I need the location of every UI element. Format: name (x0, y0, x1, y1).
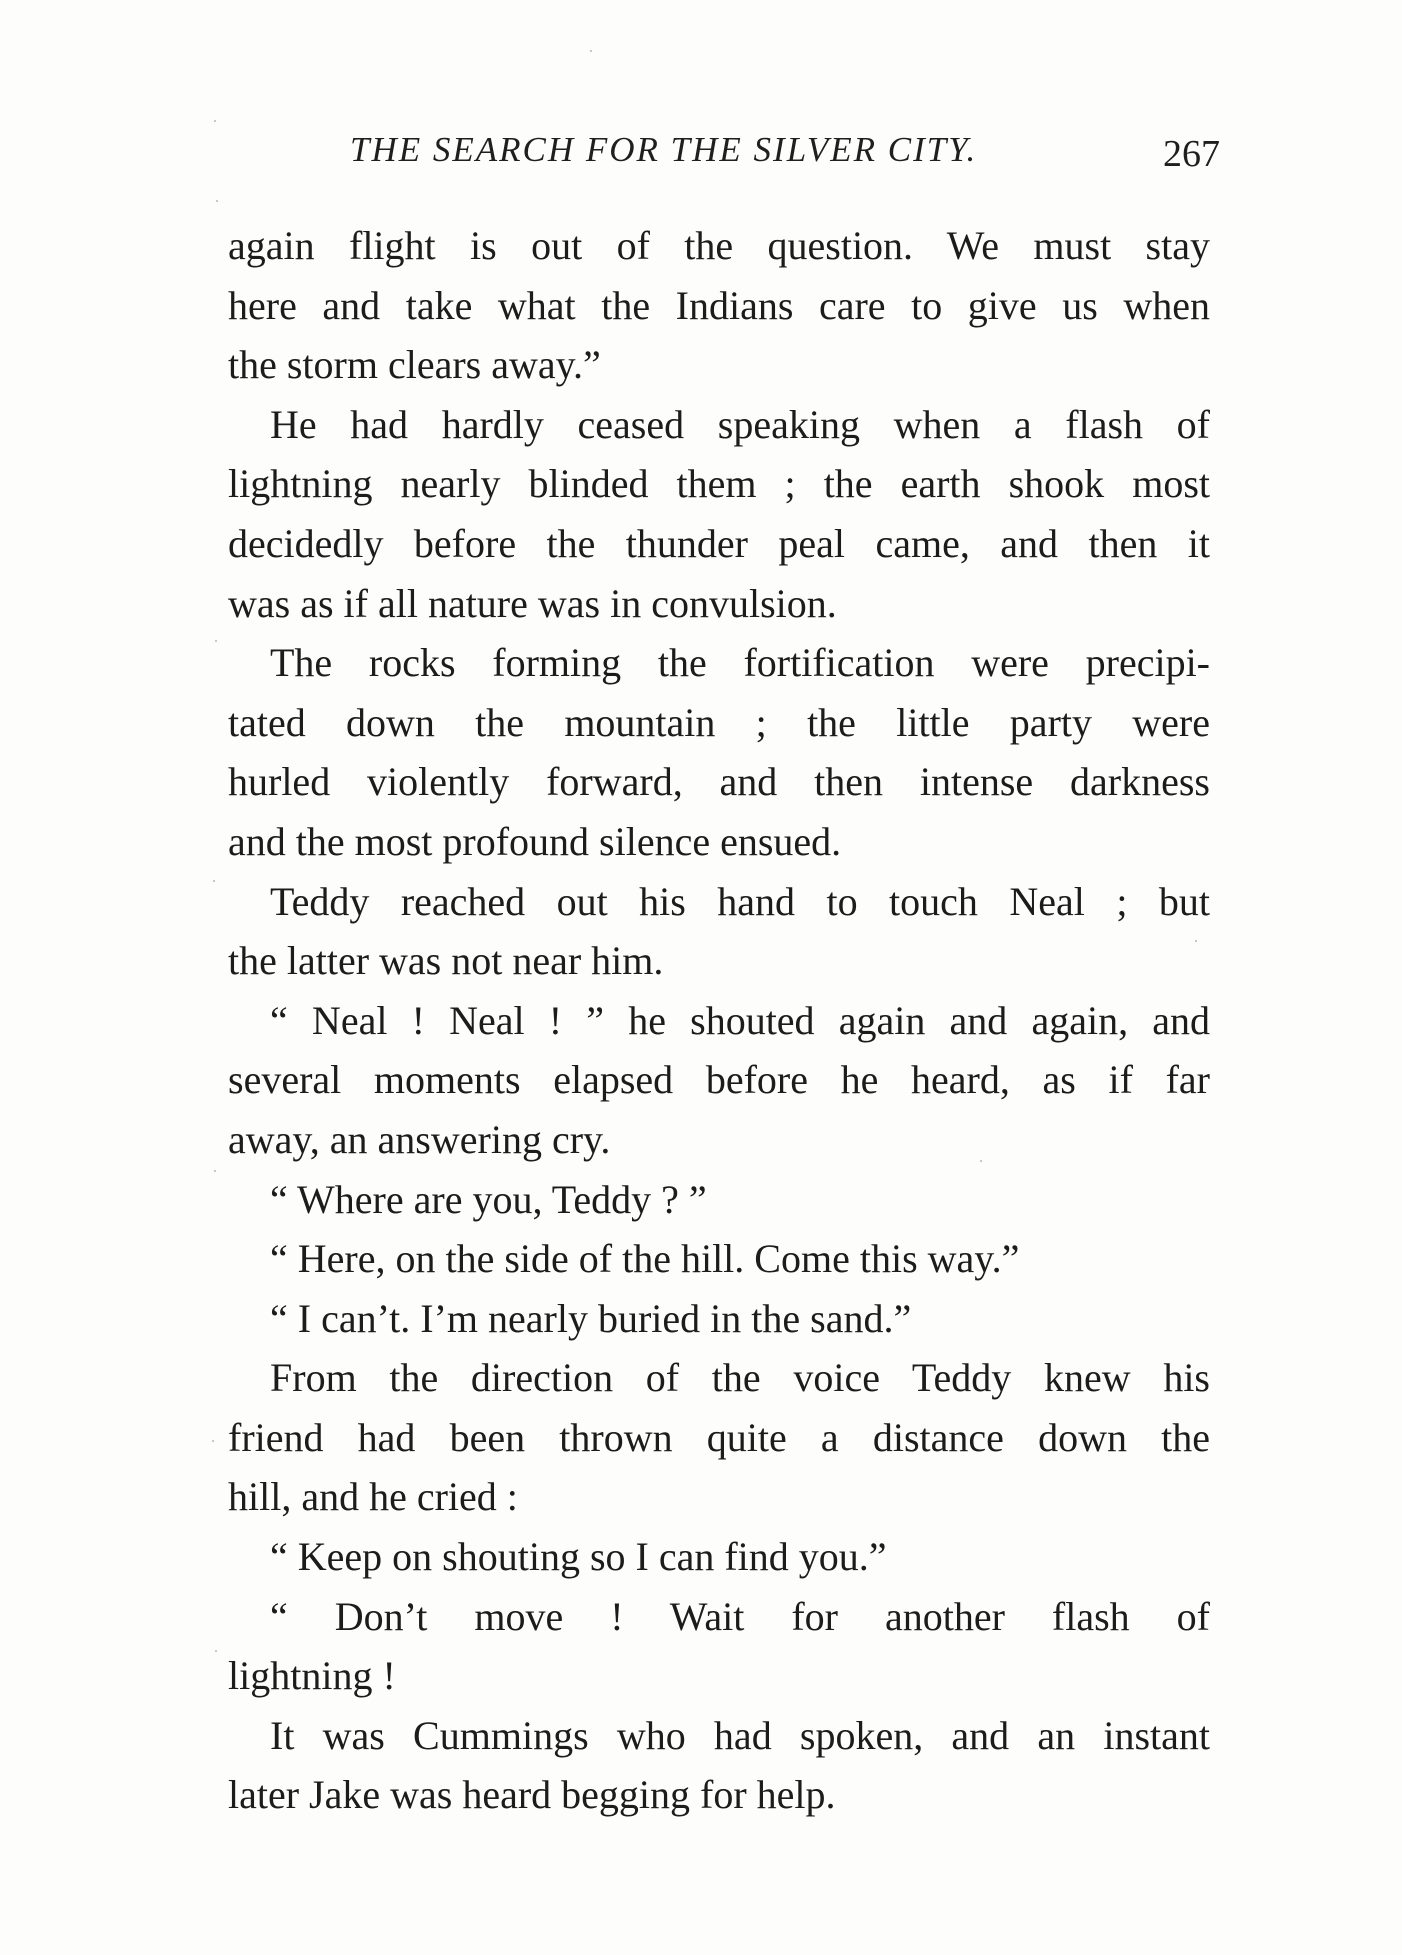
text-line: the latter was not near him. (228, 938, 664, 984)
scan-speck (1195, 940, 1197, 942)
text-line: and the most profound silence ensued. (228, 818, 842, 864)
scan-speck (212, 1440, 214, 1442)
text-line: lightning ! (228, 1653, 396, 1699)
text-line: away, an answering cry. (228, 1116, 611, 1162)
scan-speck (216, 200, 218, 202)
text-line: “ Don’t move ! Wait for another flash of (270, 1593, 1210, 1639)
text-line: again flight is out of the question. We must stay (228, 223, 1210, 268)
text-line: the storm clears away.” (228, 342, 601, 388)
text-line: Teddy reached out his hand to touch Neal ; but (270, 878, 1210, 924)
text-line: “ Keep on shouting so I can find you.” (270, 1534, 887, 1580)
text-line: hurled violently forward, and then intense darkness (228, 759, 1210, 805)
text-line: It was Cummings who had spoken, and an instant (270, 1712, 1210, 1758)
text-line: decidedly before the thunder peal came, and then it (228, 520, 1210, 566)
text-line: “ I can’t. I’m nearly buried in the sand.” (270, 1295, 912, 1341)
page-header (350, 130, 1220, 180)
text-line: tated down the mountain ; the little party were (228, 699, 1210, 745)
scan-speck (214, 1170, 216, 1172)
scan-speck (214, 120, 216, 122)
running-head: THE SEARCH FOR THE SILVER CITY. (350, 130, 978, 169)
text-line: “ Where are you, Teddy ? ” (270, 1176, 707, 1222)
text-line: The rocks forming the fortification were precipi- (270, 640, 1210, 686)
body-text (228, 216, 1210, 1825)
scan-speck (590, 50, 592, 52)
text-line: here and take what the Indians care to give us when (228, 282, 1210, 328)
text-line: later Jake was heard begging for help. (228, 1772, 836, 1818)
text-line: “ Here, on the side of the hill. Come this way.” (270, 1236, 1020, 1282)
text-line: From the direction of the voice Teddy knew his (270, 1355, 1210, 1401)
text-line: was as if all nature was in convulsion. (228, 580, 837, 626)
scan-speck (215, 640, 217, 642)
text-line: lightning nearly blinded them ; the earth shook most (228, 461, 1210, 507)
text-line: “ Neal ! Neal ! ” he shouted again and again, and (270, 997, 1210, 1043)
text-line: friend had been thrown quite a distance down the (228, 1414, 1210, 1460)
text-line: He had hardly ceased speaking when a flash of (270, 401, 1210, 447)
scan-speck (980, 1160, 982, 1162)
scan-speck (215, 1650, 217, 1652)
page-number: 267 (1163, 133, 1220, 175)
text-line: several moments elapsed before he heard, as if far (228, 1057, 1210, 1103)
scan-speck (213, 880, 215, 882)
text-line: hill, and he cried : (228, 1474, 518, 1520)
